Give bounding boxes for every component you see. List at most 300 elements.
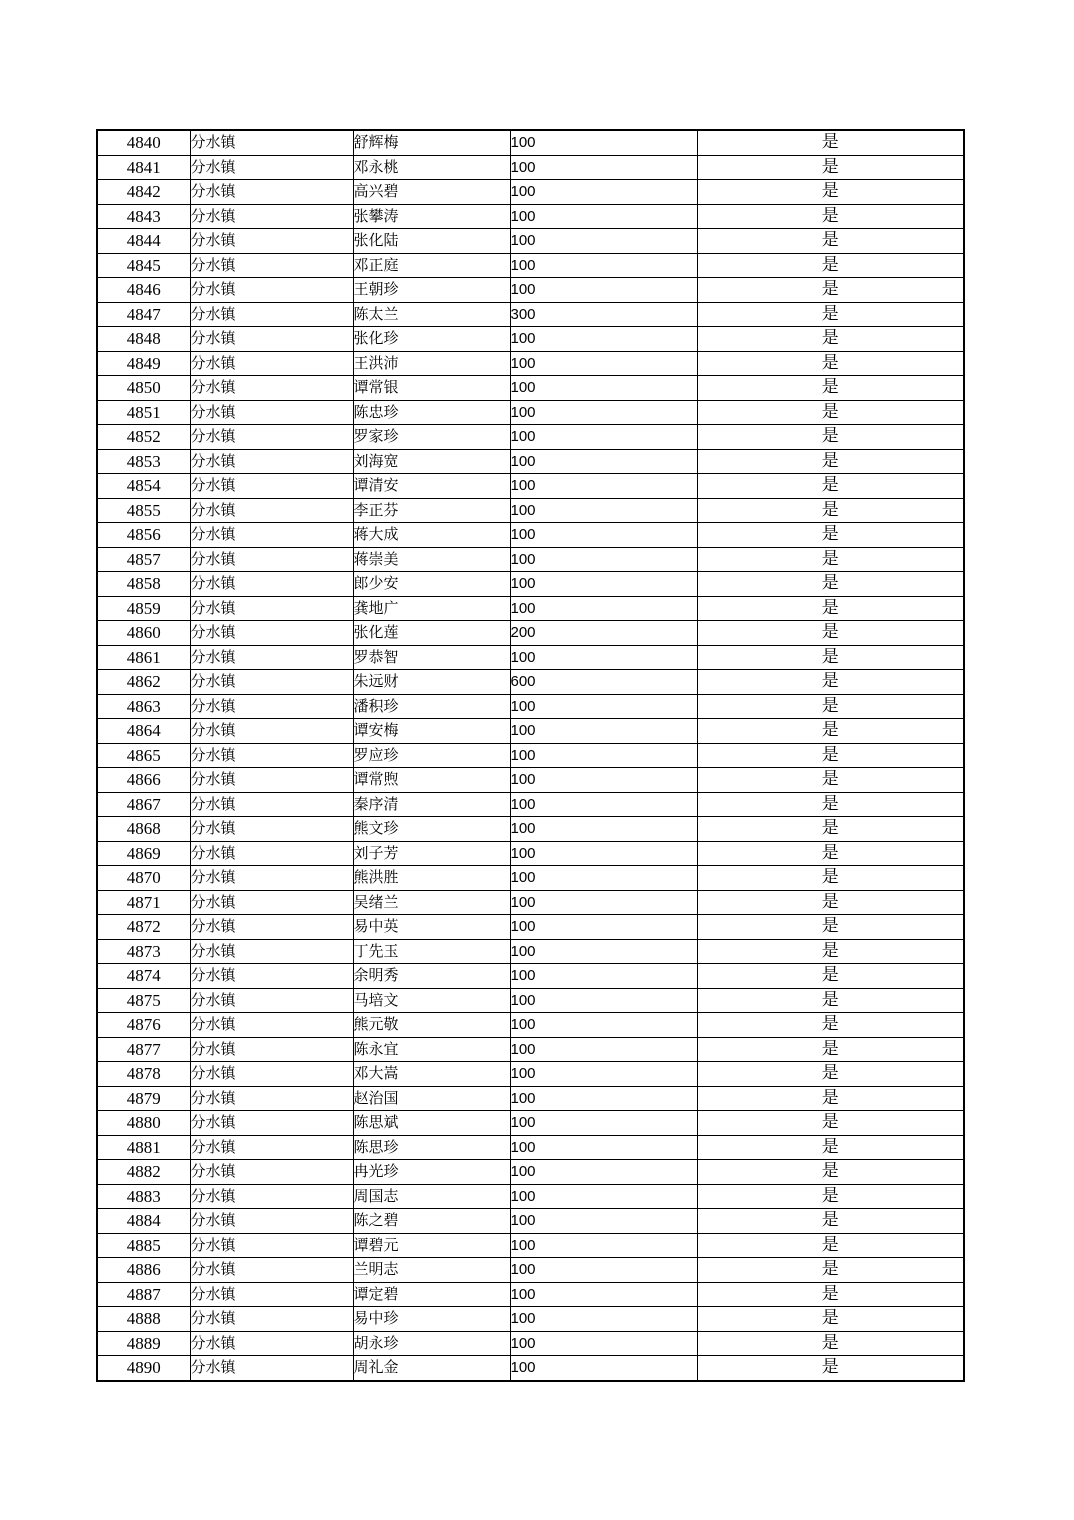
town-cell: 分水镇 [190, 425, 353, 450]
town-cell: 分水镇 [190, 400, 353, 425]
amount-cell: 100 [510, 1135, 697, 1160]
person-name-cell: 易中珍 [353, 1307, 510, 1332]
table-row [97, 768, 964, 793]
row-number-cell: 4849 [97, 351, 190, 376]
amount-cell: 100 [510, 694, 697, 719]
flag-cell: 是 [697, 1086, 964, 1111]
amount-cell: 100 [510, 351, 697, 376]
town-cell: 分水镇 [190, 376, 353, 401]
flag-cell: 是 [697, 572, 964, 597]
row-number-cell: 4840 [97, 130, 190, 155]
person-name-cell: 王朝珍 [353, 278, 510, 303]
table-row [97, 1282, 964, 1307]
amount-cell: 100 [510, 915, 697, 940]
town-cell: 分水镇 [190, 351, 353, 376]
town-cell: 分水镇 [190, 229, 353, 254]
table-row [97, 694, 964, 719]
person-name-cell: 刘子芳 [353, 841, 510, 866]
row-number-cell: 4883 [97, 1184, 190, 1209]
person-name-cell: 周礼金 [353, 1356, 510, 1381]
table-row [97, 1062, 964, 1087]
amount-cell: 100 [510, 327, 697, 352]
row-number-cell: 4854 [97, 474, 190, 499]
table-row [97, 1209, 964, 1234]
flag-cell: 是 [697, 670, 964, 695]
row-number-cell: 4843 [97, 204, 190, 229]
row-number-cell: 4878 [97, 1062, 190, 1087]
person-name-cell: 周国志 [353, 1184, 510, 1209]
table-row [97, 915, 964, 940]
amount-cell: 100 [510, 130, 697, 155]
town-cell: 分水镇 [190, 1062, 353, 1087]
amount-cell: 100 [510, 1062, 697, 1087]
person-name-cell: 郎少安 [353, 572, 510, 597]
table-row [97, 890, 964, 915]
town-cell: 分水镇 [190, 1331, 353, 1356]
town-cell: 分水镇 [190, 547, 353, 572]
table-row [97, 425, 964, 450]
person-name-cell: 潘积珍 [353, 694, 510, 719]
flag-cell: 是 [697, 841, 964, 866]
row-number-cell: 4859 [97, 596, 190, 621]
amount-cell: 100 [510, 278, 697, 303]
row-number-cell: 4867 [97, 792, 190, 817]
person-name-cell: 兰明志 [353, 1258, 510, 1283]
row-number-cell: 4880 [97, 1111, 190, 1136]
amount-cell: 100 [510, 523, 697, 548]
amount-cell: 100 [510, 1184, 697, 1209]
data-table [96, 129, 965, 1382]
row-number-cell: 4865 [97, 743, 190, 768]
person-name-cell: 蒋崇美 [353, 547, 510, 572]
flag-cell: 是 [697, 866, 964, 891]
flag-cell: 是 [697, 719, 964, 744]
table-row [97, 130, 964, 155]
flag-cell: 是 [697, 964, 964, 989]
table-row [97, 253, 964, 278]
row-number-cell: 4875 [97, 988, 190, 1013]
amount-cell: 100 [510, 449, 697, 474]
amount-cell: 100 [510, 204, 697, 229]
town-cell: 分水镇 [190, 449, 353, 474]
town-cell: 分水镇 [190, 719, 353, 744]
row-number-cell: 4861 [97, 645, 190, 670]
amount-cell: 100 [510, 939, 697, 964]
amount-cell: 100 [510, 890, 697, 915]
amount-cell: 100 [510, 376, 697, 401]
table-row [97, 572, 964, 597]
row-number-cell: 4887 [97, 1282, 190, 1307]
town-cell: 分水镇 [190, 1258, 353, 1283]
town-cell: 分水镇 [190, 817, 353, 842]
row-number-cell: 4888 [97, 1307, 190, 1332]
amount-cell: 600 [510, 670, 697, 695]
amount-cell: 100 [510, 253, 697, 278]
person-name-cell: 赵治国 [353, 1086, 510, 1111]
table-row [97, 1160, 964, 1185]
flag-cell: 是 [697, 1135, 964, 1160]
table-row [97, 449, 964, 474]
amount-cell: 100 [510, 425, 697, 450]
person-name-cell: 罗恭智 [353, 645, 510, 670]
amount-cell: 100 [510, 866, 697, 891]
town-cell: 分水镇 [190, 327, 353, 352]
row-number-cell: 4876 [97, 1013, 190, 1038]
town-cell: 分水镇 [190, 1282, 353, 1307]
table-row [97, 1135, 964, 1160]
amount-cell: 100 [510, 1331, 697, 1356]
town-cell: 分水镇 [190, 278, 353, 303]
table-row [97, 1233, 964, 1258]
row-number-cell: 4889 [97, 1331, 190, 1356]
table-row [97, 302, 964, 327]
flag-cell: 是 [697, 523, 964, 548]
town-cell: 分水镇 [190, 180, 353, 205]
town-cell: 分水镇 [190, 841, 353, 866]
table-row [97, 964, 964, 989]
table-row [97, 596, 964, 621]
town-cell: 分水镇 [190, 1086, 353, 1111]
amount-cell: 100 [510, 572, 697, 597]
flag-cell: 是 [697, 621, 964, 646]
row-number-cell: 4872 [97, 915, 190, 940]
amount-cell: 100 [510, 817, 697, 842]
flag-cell: 是 [697, 988, 964, 1013]
table-row [97, 645, 964, 670]
flag-cell: 是 [697, 1111, 964, 1136]
flag-cell: 是 [697, 596, 964, 621]
table-row [97, 1356, 964, 1381]
amount-cell: 100 [510, 719, 697, 744]
person-name-cell: 余明秀 [353, 964, 510, 989]
table-row [97, 817, 964, 842]
flag-cell: 是 [697, 1160, 964, 1185]
person-name-cell: 刘海宽 [353, 449, 510, 474]
person-name-cell: 陈之碧 [353, 1209, 510, 1234]
amount-cell: 100 [510, 1111, 697, 1136]
flag-cell: 是 [697, 425, 964, 450]
row-number-cell: 4846 [97, 278, 190, 303]
amount-cell: 100 [510, 596, 697, 621]
row-number-cell: 4874 [97, 964, 190, 989]
table-row [97, 1111, 964, 1136]
town-cell: 分水镇 [190, 890, 353, 915]
row-number-cell: 4858 [97, 572, 190, 597]
amount-cell: 100 [510, 988, 697, 1013]
flag-cell: 是 [697, 645, 964, 670]
flag-cell: 是 [697, 743, 964, 768]
row-number-cell: 4877 [97, 1037, 190, 1062]
amount-cell: 100 [510, 547, 697, 572]
row-number-cell: 4885 [97, 1233, 190, 1258]
amount-cell: 100 [510, 1037, 697, 1062]
row-number-cell: 4848 [97, 327, 190, 352]
town-cell: 分水镇 [190, 915, 353, 940]
amount-cell: 100 [510, 498, 697, 523]
person-name-cell: 张化莲 [353, 621, 510, 646]
amount-cell: 100 [510, 1282, 697, 1307]
amount-cell: 100 [510, 1209, 697, 1234]
table-row [97, 939, 964, 964]
flag-cell: 是 [697, 204, 964, 229]
town-cell: 分水镇 [190, 572, 353, 597]
flag-cell: 是 [697, 890, 964, 915]
row-number-cell: 4853 [97, 449, 190, 474]
flag-cell: 是 [697, 1184, 964, 1209]
table-row [97, 792, 964, 817]
row-number-cell: 4852 [97, 425, 190, 450]
amount-cell: 100 [510, 155, 697, 180]
town-cell: 分水镇 [190, 1209, 353, 1234]
flag-cell: 是 [697, 547, 964, 572]
flag-cell: 是 [697, 130, 964, 155]
town-cell: 分水镇 [190, 302, 353, 327]
person-name-cell: 丁先玉 [353, 939, 510, 964]
person-name-cell: 陈思斌 [353, 1111, 510, 1136]
spreadsheet-page [96, 129, 963, 1382]
row-number-cell: 4857 [97, 547, 190, 572]
table-row [97, 204, 964, 229]
person-name-cell: 邓正庭 [353, 253, 510, 278]
table-row [97, 278, 964, 303]
town-cell: 分水镇 [190, 939, 353, 964]
table-row [97, 1184, 964, 1209]
town-cell: 分水镇 [190, 694, 353, 719]
flag-cell: 是 [697, 1037, 964, 1062]
person-name-cell: 秦序清 [353, 792, 510, 817]
row-number-cell: 4850 [97, 376, 190, 401]
row-number-cell: 4870 [97, 866, 190, 891]
table-row [97, 1258, 964, 1283]
table-row [97, 547, 964, 572]
amount-cell: 100 [510, 229, 697, 254]
row-number-cell: 4869 [97, 841, 190, 866]
amount-cell: 100 [510, 1013, 697, 1038]
amount-cell: 100 [510, 474, 697, 499]
person-name-cell: 张化陆 [353, 229, 510, 254]
flag-cell: 是 [697, 180, 964, 205]
person-name-cell: 熊洪胜 [353, 866, 510, 891]
table-row [97, 1331, 964, 1356]
amount-cell: 100 [510, 1307, 697, 1332]
town-cell: 分水镇 [190, 1135, 353, 1160]
row-number-cell: 4884 [97, 1209, 190, 1234]
row-number-cell: 4881 [97, 1135, 190, 1160]
table-row [97, 1037, 964, 1062]
flag-cell: 是 [697, 376, 964, 401]
table-row [97, 1013, 964, 1038]
row-number-cell: 4862 [97, 670, 190, 695]
amount-cell: 100 [510, 743, 697, 768]
amount-cell: 100 [510, 645, 697, 670]
person-name-cell: 李正芬 [353, 498, 510, 523]
town-cell: 分水镇 [190, 792, 353, 817]
person-name-cell: 马培文 [353, 988, 510, 1013]
row-number-cell: 4868 [97, 817, 190, 842]
table-row [97, 988, 964, 1013]
flag-cell: 是 [697, 351, 964, 376]
row-number-cell: 4864 [97, 719, 190, 744]
town-cell: 分水镇 [190, 204, 353, 229]
table-row [97, 498, 964, 523]
town-cell: 分水镇 [190, 1356, 353, 1381]
town-cell: 分水镇 [190, 498, 353, 523]
person-name-cell: 罗应珍 [353, 743, 510, 768]
person-name-cell: 陈太兰 [353, 302, 510, 327]
table-row [97, 743, 964, 768]
flag-cell: 是 [697, 939, 964, 964]
table-row [97, 180, 964, 205]
person-name-cell: 张攀涛 [353, 204, 510, 229]
person-name-cell: 吴绪兰 [353, 890, 510, 915]
flag-cell: 是 [697, 817, 964, 842]
person-name-cell: 谭常煦 [353, 768, 510, 793]
person-name-cell: 陈忠珍 [353, 400, 510, 425]
flag-cell: 是 [697, 1331, 964, 1356]
flag-cell: 是 [697, 449, 964, 474]
town-cell: 分水镇 [190, 964, 353, 989]
amount-cell: 100 [510, 1086, 697, 1111]
town-cell: 分水镇 [190, 1160, 353, 1185]
flag-cell: 是 [697, 278, 964, 303]
person-name-cell: 龚地广 [353, 596, 510, 621]
row-number-cell: 4871 [97, 890, 190, 915]
row-number-cell: 4855 [97, 498, 190, 523]
town-cell: 分水镇 [190, 1111, 353, 1136]
flag-cell: 是 [697, 768, 964, 793]
town-cell: 分水镇 [190, 596, 353, 621]
amount-cell: 100 [510, 1356, 697, 1381]
row-number-cell: 4863 [97, 694, 190, 719]
town-cell: 分水镇 [190, 523, 353, 548]
person-name-cell: 谭碧元 [353, 1233, 510, 1258]
table-row [97, 400, 964, 425]
row-number-cell: 4860 [97, 621, 190, 646]
table-row [97, 155, 964, 180]
table-row [97, 670, 964, 695]
flag-cell: 是 [697, 400, 964, 425]
flag-cell: 是 [697, 302, 964, 327]
table-row [97, 1086, 964, 1111]
town-cell: 分水镇 [190, 988, 353, 1013]
table-row [97, 376, 964, 401]
table-row [97, 1307, 964, 1332]
table-row [97, 841, 964, 866]
town-cell: 分水镇 [190, 621, 353, 646]
flag-cell: 是 [697, 327, 964, 352]
person-name-cell: 谭定碧 [353, 1282, 510, 1307]
town-cell: 分水镇 [190, 1307, 353, 1332]
flag-cell: 是 [697, 1062, 964, 1087]
table-row [97, 327, 964, 352]
row-number-cell: 4882 [97, 1160, 190, 1185]
flag-cell: 是 [697, 155, 964, 180]
person-name-cell: 胡永珍 [353, 1331, 510, 1356]
flag-cell: 是 [697, 1013, 964, 1038]
amount-cell: 100 [510, 768, 697, 793]
amount-cell: 100 [510, 964, 697, 989]
row-number-cell: 4886 [97, 1258, 190, 1283]
row-number-cell: 4879 [97, 1086, 190, 1111]
amount-cell: 200 [510, 621, 697, 646]
row-number-cell: 4866 [97, 768, 190, 793]
amount-cell: 100 [510, 792, 697, 817]
flag-cell: 是 [697, 1209, 964, 1234]
table-body [97, 130, 964, 1381]
town-cell: 分水镇 [190, 130, 353, 155]
row-number-cell: 4841 [97, 155, 190, 180]
amount-cell: 100 [510, 1233, 697, 1258]
person-name-cell: 邓大嵩 [353, 1062, 510, 1087]
table-row [97, 351, 964, 376]
row-number-cell: 4845 [97, 253, 190, 278]
flag-cell: 是 [697, 915, 964, 940]
flag-cell: 是 [697, 498, 964, 523]
amount-cell: 100 [510, 1258, 697, 1283]
table-row [97, 474, 964, 499]
flag-cell: 是 [697, 1258, 964, 1283]
table-row [97, 719, 964, 744]
town-cell: 分水镇 [190, 768, 353, 793]
person-name-cell: 王洪沛 [353, 351, 510, 376]
row-number-cell: 4890 [97, 1356, 190, 1381]
person-name-cell: 谭安梅 [353, 719, 510, 744]
person-name-cell: 冉光珍 [353, 1160, 510, 1185]
row-number-cell: 4851 [97, 400, 190, 425]
person-name-cell: 熊文珍 [353, 817, 510, 842]
row-number-cell: 4847 [97, 302, 190, 327]
person-name-cell: 罗家珍 [353, 425, 510, 450]
person-name-cell: 谭常银 [353, 376, 510, 401]
town-cell: 分水镇 [190, 155, 353, 180]
person-name-cell: 舒辉梅 [353, 130, 510, 155]
town-cell: 分水镇 [190, 1037, 353, 1062]
amount-cell: 100 [510, 400, 697, 425]
amount-cell: 100 [510, 841, 697, 866]
flag-cell: 是 [697, 253, 964, 278]
table-row [97, 523, 964, 548]
flag-cell: 是 [697, 1233, 964, 1258]
flag-cell: 是 [697, 229, 964, 254]
town-cell: 分水镇 [190, 866, 353, 891]
person-name-cell: 谭清安 [353, 474, 510, 499]
person-name-cell: 邓永桃 [353, 155, 510, 180]
town-cell: 分水镇 [190, 743, 353, 768]
table-row [97, 621, 964, 646]
person-name-cell: 张化珍 [353, 327, 510, 352]
person-name-cell: 陈永宜 [353, 1037, 510, 1062]
person-name-cell: 朱远财 [353, 670, 510, 695]
town-cell: 分水镇 [190, 670, 353, 695]
town-cell: 分水镇 [190, 1013, 353, 1038]
flag-cell: 是 [697, 1356, 964, 1381]
row-number-cell: 4844 [97, 229, 190, 254]
person-name-cell: 易中英 [353, 915, 510, 940]
row-number-cell: 4842 [97, 180, 190, 205]
row-number-cell: 4873 [97, 939, 190, 964]
amount-cell: 100 [510, 180, 697, 205]
person-name-cell: 熊元敬 [353, 1013, 510, 1038]
amount-cell: 100 [510, 1160, 697, 1185]
flag-cell: 是 [697, 694, 964, 719]
row-number-cell: 4856 [97, 523, 190, 548]
town-cell: 分水镇 [190, 474, 353, 499]
person-name-cell: 陈思珍 [353, 1135, 510, 1160]
flag-cell: 是 [697, 1282, 964, 1307]
town-cell: 分水镇 [190, 1184, 353, 1209]
town-cell: 分水镇 [190, 253, 353, 278]
table-row [97, 866, 964, 891]
